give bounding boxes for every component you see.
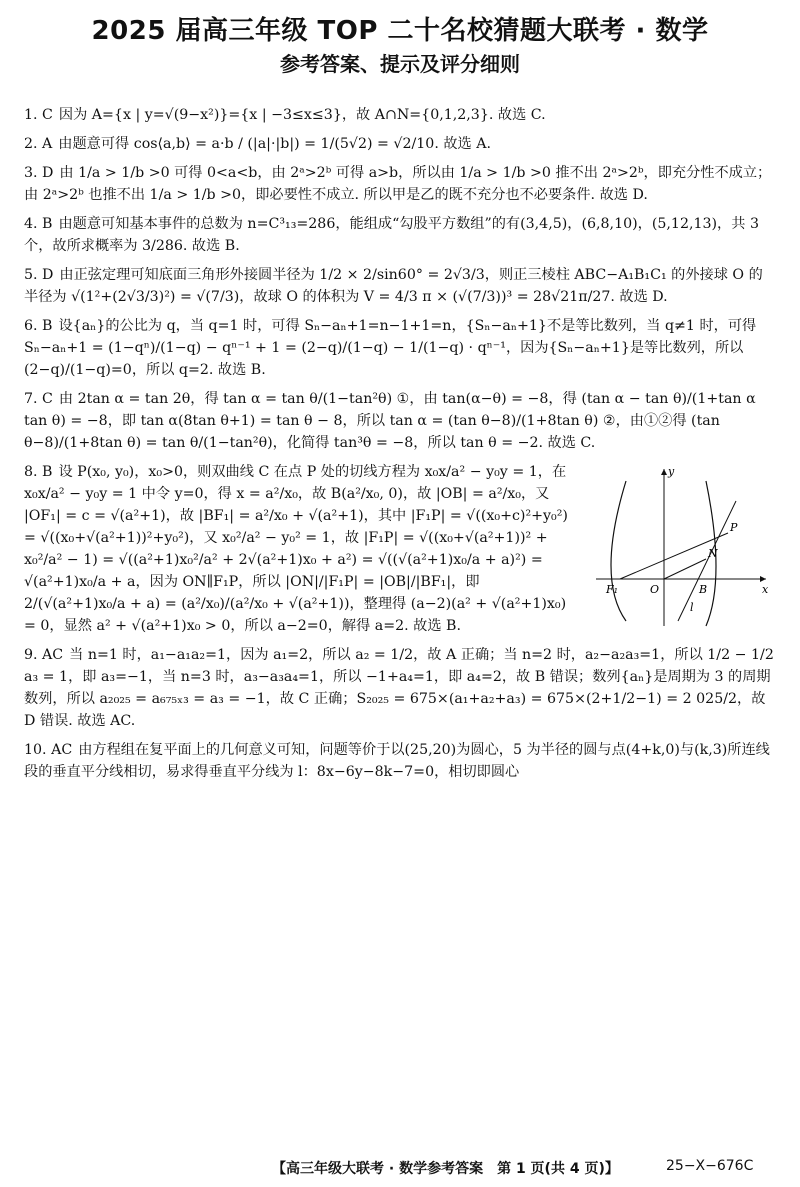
answer-text: 因为 A={x | y=√(9−x²)}={x | −3≤x≤3}，故 A∩N={0,1,2,3}. 故选 C. [58,107,546,123]
answer-number: 4. B [24,216,53,232]
label-l: l [690,601,694,614]
answer-number: 8. B [24,464,53,480]
answer-number: 9. AC [24,647,64,663]
answer-text: 设{aₙ}的公比为 q，当 q=1 时，可得 Sₙ−aₙ+1=n−1+1=n，{Sₙ−aₙ+1}不是等比数列，当 q≠1 时，可得 Sₙ−aₙ+1 = (1−qⁿ)/(1−q) − qⁿ⁻¹ + 1 = (2−q)/(1−q) − 1/(1−q) · qⁿ⁻¹，因为{Sₙ−aₙ+1}是等比数列，所以 (2−q)/(1−q)=0，所以 q=2. 故选 B. [24,318,757,378]
answer-8-text-block [24,461,578,637]
footer-page-info: 【高三年级大联考 · 数学参考答案 第 1 页(共 4 页)】 [272,1161,619,1177]
y-axis-arrow [661,469,667,475]
footer-code: 25−X−676C [666,1158,754,1174]
tangent-line-l [678,501,736,621]
page-title: 2025 届高三年级 TOP 二十名校猜题大联考 · 数学 [91,16,709,46]
answer-1 [24,104,776,126]
x-axis-arrow [760,576,766,582]
answer-10 [24,739,776,783]
answer-6 [24,315,776,381]
label-y: y [668,465,675,478]
label-x: x [762,583,769,596]
answer-text: 由 2tan α = tan 2θ，得 tan α = tan θ/(1−tan²θ) ①，由 tan(α−θ) = −8，得 (tan α − tan θ)/(1+tan α tan θ) = −8，即 tan α(8tan θ+1) = tan θ − 8，所以 tan α = (tan θ−8)/(1+8tan θ) ②，由①②得 (tan θ−8)/(1+8tan θ) = tan θ/(1−tan²θ)，化简得 tan³θ = −8，所以 tan θ = −2. 故选 C. [24,391,756,451]
answer-8 [24,461,776,637]
label-f1: F₁ [606,583,619,596]
answer-3 [24,162,776,206]
answer-5 [24,264,776,308]
answer-text: 由题意可得 cos⟨a,b⟩ = a·b / (|a|·|b|) = 1/(5√2) = √2/10. 故选 A. [58,136,491,152]
page-subtitle: 参考答案、提示及评分细则 [280,52,520,76]
hyperbola-left-branch [611,481,626,621]
label-n: N [708,547,718,560]
answer-number: 3. D [24,165,54,181]
answer-list [24,104,776,790]
answer-number: 10. AC [24,742,73,758]
answer-text: 设 P(x₀, y₀)，x₀>0，则双曲线 C 在点 P 处的切线方程为 x₀x/a² − y₀y = 1，在 x₀x/a² − y₀y = 1 中令 y=0，得 x = a²/x₀，故 B(a²/x₀, 0)，故 |OB| = a²/x₀，又 |OF₁| = c = √(a²+1)，故 |BF₁| = a²/x₀ + √(a²+1)，其中 |F₁P| = √((x₀+c)²+y₀²) = √((x₀+√(a²+1))²+y₀²)，又 x₀²/a² − y₀² = 1，故 |F₁P| = √((x₀+√(a²+1))² + x₀²/a² − 1) = √((a²+1)x₀²/a² + 2√(a²+1)x₀ + a²) = √((√(a²+1)x₀/a + a)²) = √(a²+1)x₀/a + a，因为 ON∥F₁P，所以 |ON|/|F₁P| = |OB|/|BF₁|，即 2/(√(a²+1)x₀/a + a) = (a²/x₀)/(a²/x₀ + √(a²+1))，整理得 (a−2)(a² + √(a²+1)x₀) = 0，显然 a² + √(a²+1)x₀ > 0，所以 a−2=0，解得 a=2. 故选 B. [24,464,568,634]
answer-2 [24,133,776,155]
answer-number: 1. C [24,107,53,123]
answer-number: 7. C [24,391,53,407]
answer-9 [24,644,776,732]
answer-text: 由 1/a > 1/b >0 可得 0<a<b，由 2ᵃ>2ᵇ 可得 a>b，所以由 1/a > 1/b >0 推不出 2ᵃ>2ᵇ，即充分性不成立；由 2ᵃ>2ᵇ 也推不出 1/a > 1/b >0，即必要性不成立. 所以甲是乙的既不充分也不必要条件. 故选 D. [24,165,772,203]
label-b: B [699,583,708,596]
answer-number: 2. A [24,136,53,152]
answer-text: 当 n=1 时，a₁−a₁a₂=1，因为 a₁=2，所以 a₂ = 1/2，故 A 正确；当 n=2 时，a₂−a₂a₃=1，所以 1/2 − 1/2 a₃ = 1，即 a₃=−1，当 n=3 时，a₃−a₃a₄=1，所以 −1+a₄=1，即 a₄=2，故 B 错误；数列{aₙ}是周期为 3 的周期数列，所以 a₂₀₂₅ = a₆₇₅ₓ₃ = a₃ = −1，故 C 正确；S₂₀₂₅ = 675×(a₁+a₂+a₃) = 675×(2+1/2−1) = 2 025/2，故 D 错误. 故选 AC. [24,647,774,729]
answer-text: 由题意可知基本事件的总数为 n=C³₁₃=286，能组成“勾股平方数组”的有(3,4,5)，(6,8,10)，(5,12,13)，共 3 个，故所求概率为 3/286. 故选 B. [24,216,759,254]
hyperbola-figure [586,461,776,631]
answer-number: 6. B [24,318,53,334]
answer-number: 5. D [24,267,54,283]
label-o: O [650,583,660,596]
label-p: P [730,521,738,534]
answer-text: 由正弦定理可知底面三角形外接圆半径为 1/2 × 2/sin60° = 2√3/3，则正三棱柱 ABC−A₁B₁C₁ 的外接球 O 的半径为 √(1²+(2√3/3)²) = √(7/3)，故球 O 的体积为 V = 4/3 π × (√(7/3))³ = 28√21π/27. 故选 D. [24,267,763,305]
answer-7 [24,388,776,454]
answer-text: 由方程组在复平面上的几何意义可知，问题等价于以(25,20)为圆心，5 为半径的圆与点(4+k,0)与(k,3)所连线段的垂直平分线相切，易求得垂直平分线为 l：8x−6y−8k−7=0，相切即圆心 [24,742,770,780]
answer-4 [24,213,776,257]
